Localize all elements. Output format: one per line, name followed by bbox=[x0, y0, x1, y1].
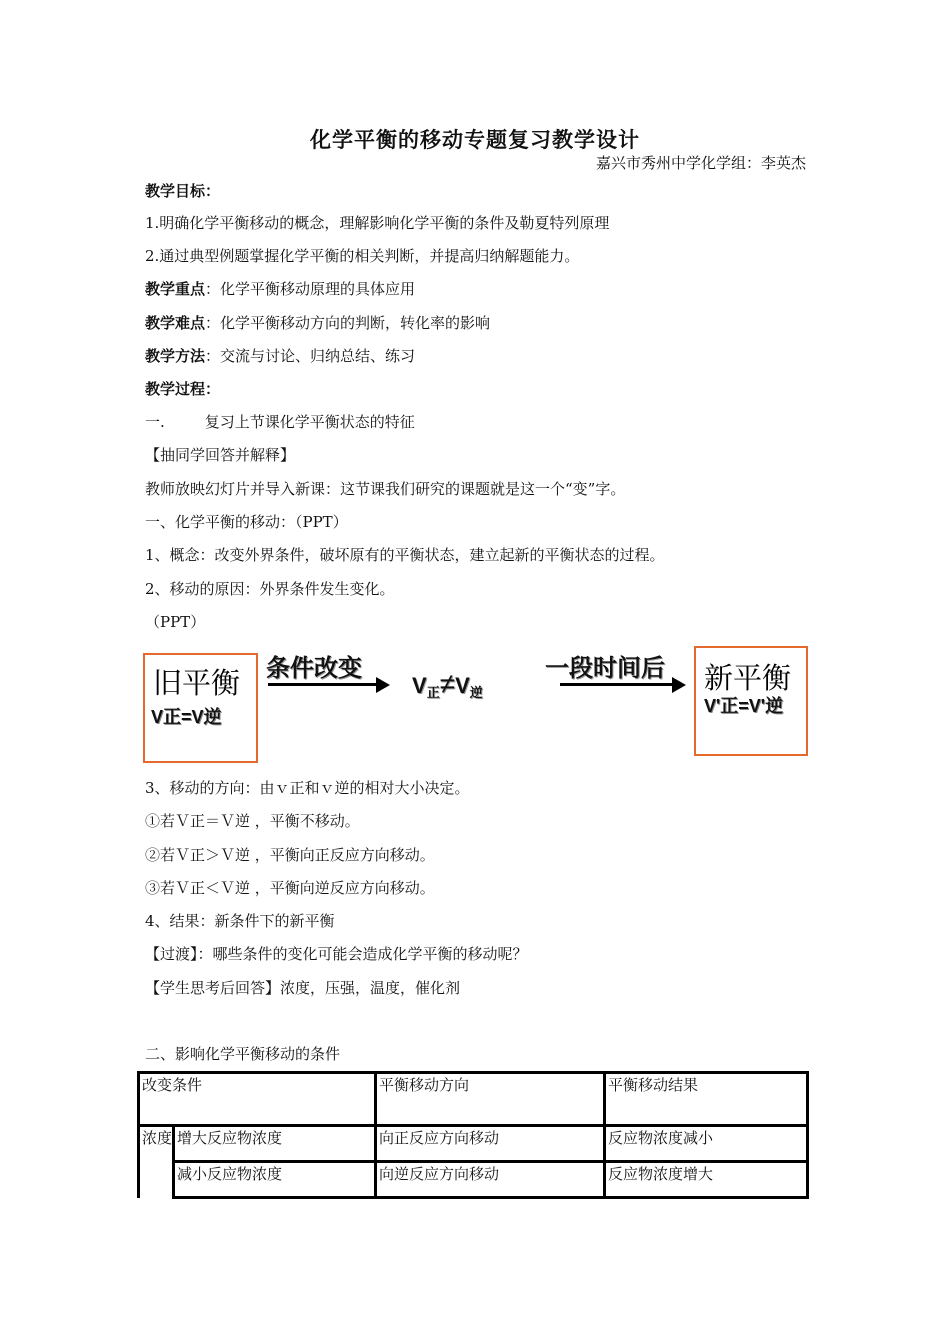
direction-item-3: ③若Ｖ正＜Ｖ逆 ，平衡向逆反应方向移动。 bbox=[145, 879, 435, 897]
row2-condition: 减小反应物浓度 bbox=[174, 1162, 376, 1198]
new-equilibrium-equation: V'正=V'逆 bbox=[704, 696, 784, 716]
new-equilibrium-title: 新平衡 bbox=[704, 661, 792, 695]
section2-heading: 二、影响化学平衡移动的条件 bbox=[145, 1045, 341, 1063]
arrow2-label: 一段时间后 bbox=[545, 654, 665, 682]
old-equilibrium-box bbox=[143, 653, 258, 763]
old-equilibrium-equation: V正=V逆 bbox=[151, 707, 222, 727]
author-line: 嘉兴市秀州中学化学组：李英杰 bbox=[595, 154, 806, 172]
method-label: 教学方法 bbox=[145, 347, 206, 365]
arrow2-line bbox=[560, 683, 675, 686]
header-condition: 改变条件 bbox=[139, 1073, 376, 1126]
intro-line: 教师放映幻灯片并导入新课：这节课我们研究的课题就是这一个“变”字。 bbox=[145, 480, 626, 498]
goal-item-2: 2.通过典型例题掌握化学平衡的相关判断，并提高归纳解题能力。 bbox=[145, 247, 580, 265]
ppt-line: （PPT） bbox=[145, 613, 206, 631]
method-line bbox=[145, 345, 415, 366]
conditions-table bbox=[137, 1071, 809, 1199]
row1-result: 反应物浓度减小 bbox=[605, 1126, 808, 1162]
old-equilibrium-title: 旧平衡 bbox=[153, 666, 241, 700]
process-heading: 教学过程： bbox=[145, 380, 221, 398]
direction-heading: 3、移动的方向：由ｖ正和ｖ逆的相对大小决定。 bbox=[145, 779, 470, 797]
difficulty-text: ：化学平衡移动方向的判断，转化率的影响 bbox=[205, 314, 491, 332]
document-title: 化学平衡的移动专题复习教学设计 bbox=[310, 128, 640, 152]
section1-line bbox=[145, 411, 415, 432]
key-point-line bbox=[145, 278, 415, 299]
goal-item-1: 1.明确化学平衡移动的概念，理解影响化学平衡的条件及勒夏特列原理 bbox=[145, 214, 610, 232]
direction-item-2: ②若Ｖ正＞Ｖ逆 ，平衡向正反应方向移动。 bbox=[145, 846, 435, 864]
key-point-label: 教学重点 bbox=[145, 280, 206, 298]
difficulty-label: 教学难点 bbox=[145, 314, 206, 332]
table-row bbox=[139, 1126, 808, 1162]
header-direction: 平衡移动方向 bbox=[376, 1073, 605, 1126]
key-point-text: ：化学平衡移动原理的具体应用 bbox=[205, 280, 416, 298]
method-text: ：交流与讨论、归纳总结、练习 bbox=[205, 347, 416, 365]
result-line: 4、结果：新条件下的新平衡 bbox=[145, 912, 335, 930]
rate-inequality bbox=[412, 668, 483, 701]
group-concentration: 浓度 bbox=[139, 1126, 174, 1198]
rate-v-forward: V bbox=[412, 673, 427, 698]
arrow1-line bbox=[268, 683, 378, 686]
rate-v-reverse: V bbox=[455, 673, 470, 698]
table-header-row bbox=[139, 1073, 808, 1126]
table-row bbox=[139, 1162, 808, 1198]
reason-line: 2、移动的原因：外界条件发生变化。 bbox=[145, 580, 395, 598]
rate-forward-sub: 正 bbox=[426, 685, 440, 700]
goals-heading: 教学目标： bbox=[145, 182, 221, 200]
section1-number: 一. bbox=[145, 413, 165, 431]
arrow1-label: 条件改变 bbox=[266, 654, 362, 682]
direction-item-1: ①若Ｖ正＝Ｖ逆 ，平衡不移动。 bbox=[145, 812, 360, 830]
equilibrium-shift-diagram bbox=[0, 640, 950, 765]
row1-direction: 向正反应方向移动 bbox=[376, 1126, 605, 1162]
row2-result: 反应物浓度增大 bbox=[605, 1162, 808, 1198]
student-answer-line: 【学生思考后回答】浓度，压强，温度，催化剂 bbox=[145, 979, 461, 997]
heading-equilibrium-shift: 一、化学平衡的移动：（PPT） bbox=[145, 513, 348, 531]
transition-line: 【过渡】：哪些条件的变化可能会造成化学平衡的移动呢？ bbox=[145, 945, 528, 963]
row1-condition: 增大反应物浓度 bbox=[174, 1126, 376, 1162]
note-line: 【抽同学回答并解释】 bbox=[145, 446, 296, 464]
arrow1-head bbox=[376, 677, 390, 693]
concept-line: 1、概念：改变外界条件，破坏原有的平衡状态，建立起新的平衡状态的过程。 bbox=[145, 546, 665, 564]
header-result: 平衡移动结果 bbox=[605, 1073, 808, 1126]
rate-reverse-sub: 逆 bbox=[469, 685, 483, 700]
not-equal-sign: ≠ bbox=[439, 668, 456, 699]
row2-direction: 向逆反应方向移动 bbox=[376, 1162, 605, 1198]
section1-text: 复习上节课化学平衡状态的特征 bbox=[204, 413, 415, 431]
arrow2-head bbox=[672, 677, 686, 693]
difficulty-line bbox=[145, 312, 490, 333]
new-equilibrium-box bbox=[694, 646, 808, 756]
